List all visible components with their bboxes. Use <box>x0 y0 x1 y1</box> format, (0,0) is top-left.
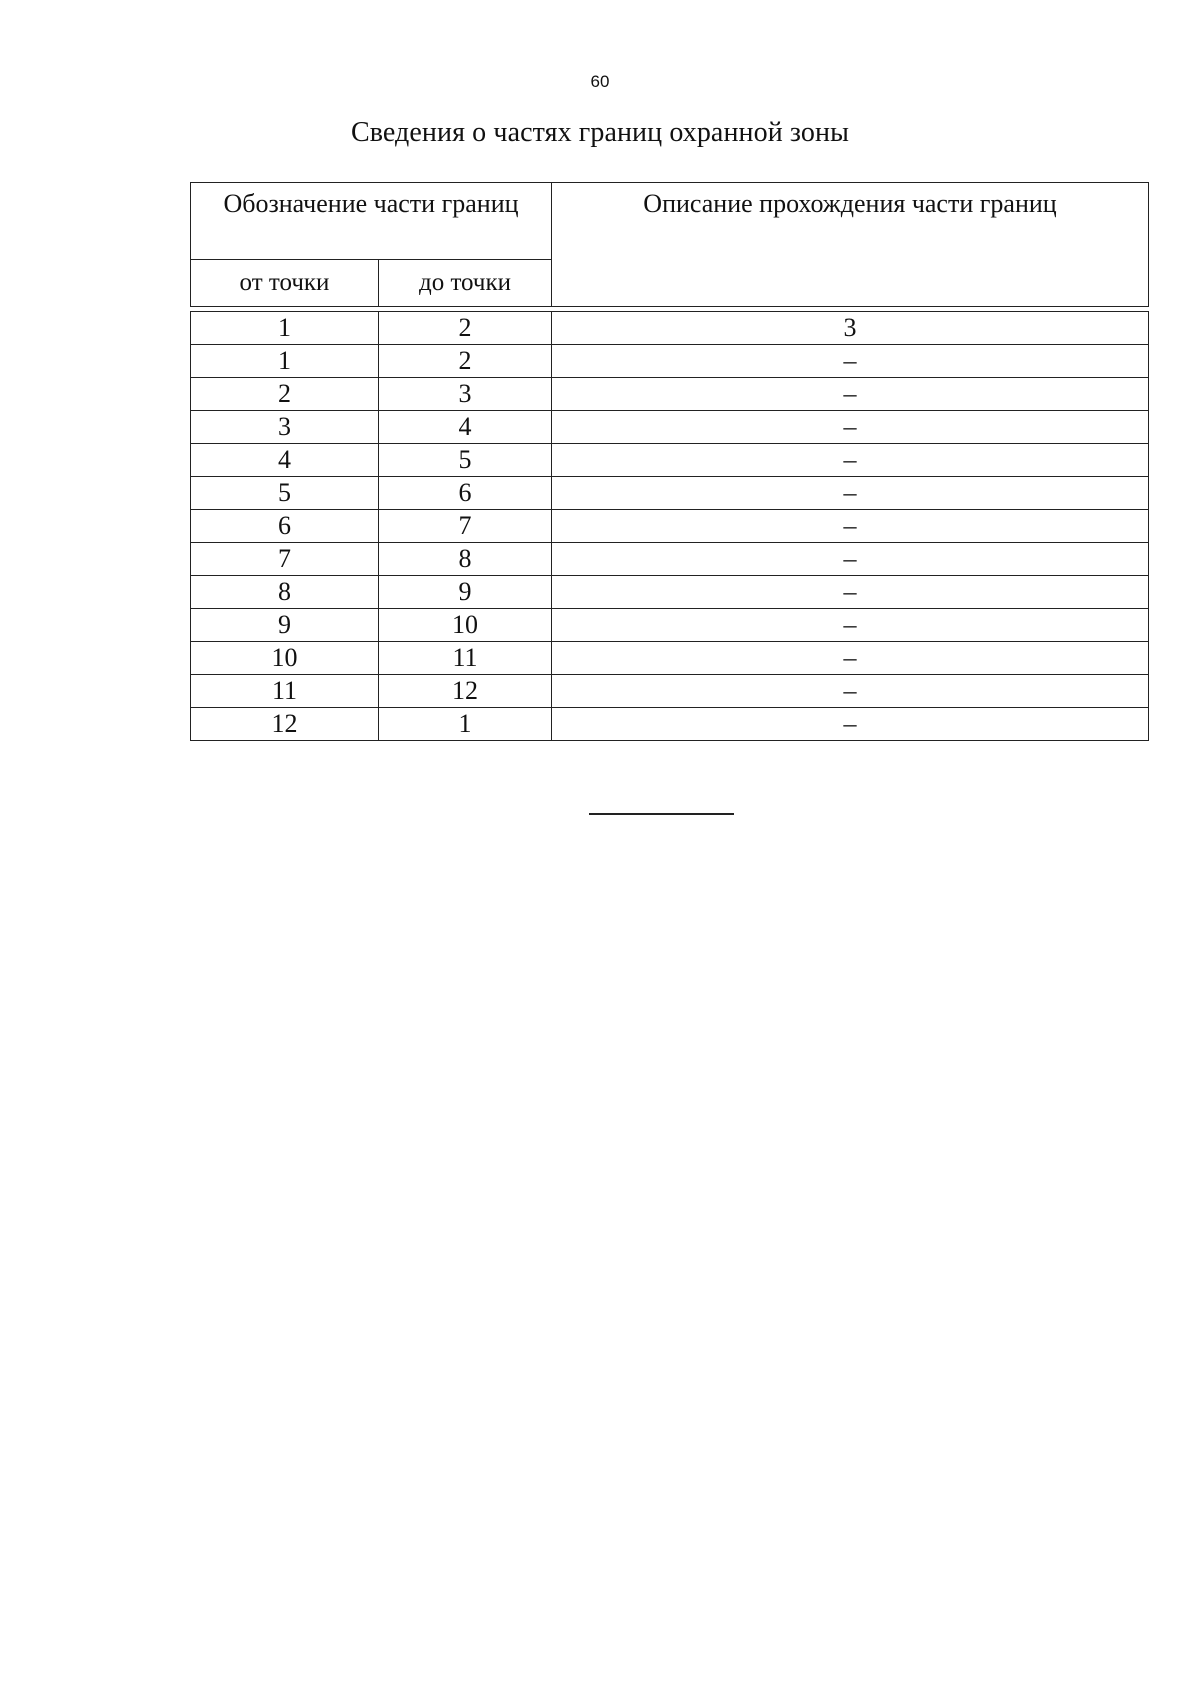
table-row <box>191 642 1149 675</box>
to-point-cell: 6 <box>379 477 552 510</box>
description-cell: – <box>552 576 1149 609</box>
table-body <box>191 307 1149 741</box>
page-title: Сведения о частях границ охранной зоны <box>350 117 850 148</box>
from-point-cell: 8 <box>191 576 379 609</box>
column-number-3: 3 <box>552 312 1149 345</box>
header-from-point: от точки <box>191 260 379 307</box>
from-point-cell: 12 <box>191 708 379 741</box>
description-cell: – <box>552 510 1149 543</box>
description-cell: – <box>552 411 1149 444</box>
boundary-parts-table-container <box>190 182 1148 741</box>
from-point-cell: 9 <box>191 609 379 642</box>
boundary-parts-table <box>190 182 1149 741</box>
description-cell: – <box>552 708 1149 741</box>
table-row <box>191 576 1149 609</box>
from-point-cell: 2 <box>191 378 379 411</box>
table-row <box>191 510 1149 543</box>
from-point-cell: 10 <box>191 642 379 675</box>
from-point-cell: 5 <box>191 477 379 510</box>
column-number-2: 2 <box>379 312 552 345</box>
table-row <box>191 477 1149 510</box>
description-cell: – <box>552 543 1149 576</box>
to-point-cell: 7 <box>379 510 552 543</box>
to-point-cell: 4 <box>379 411 552 444</box>
to-point-cell: 12 <box>379 675 552 708</box>
header-row <box>191 183 1149 260</box>
column-number-1: 1 <box>191 312 379 345</box>
description-cell: – <box>552 378 1149 411</box>
table-row <box>191 708 1149 741</box>
description-cell: – <box>552 345 1149 378</box>
from-point-cell: 11 <box>191 675 379 708</box>
description-cell: – <box>552 675 1149 708</box>
description-cell: – <box>552 642 1149 675</box>
to-point-cell: 10 <box>379 609 552 642</box>
from-point-cell: 3 <box>191 411 379 444</box>
table-row <box>191 609 1149 642</box>
table-row <box>191 345 1149 378</box>
from-point-cell: 7 <box>191 543 379 576</box>
page-number: 60 <box>590 72 610 91</box>
to-point-cell: 9 <box>379 576 552 609</box>
to-point-cell: 1 <box>379 708 552 741</box>
from-point-cell: 4 <box>191 444 379 477</box>
to-point-cell: 8 <box>379 543 552 576</box>
table-row <box>191 411 1149 444</box>
from-point-cell: 1 <box>191 345 379 378</box>
table-row <box>191 675 1149 708</box>
closing-rule <box>589 813 734 815</box>
numbering-row <box>191 312 1149 345</box>
description-cell: – <box>552 609 1149 642</box>
to-point-cell: 3 <box>379 378 552 411</box>
to-point-cell: 5 <box>379 444 552 477</box>
description-cell: – <box>552 444 1149 477</box>
to-point-cell: 11 <box>379 642 552 675</box>
table-row <box>191 543 1149 576</box>
header-boundary-designation: Обозначение части границ <box>191 183 552 260</box>
from-point-cell: 6 <box>191 510 379 543</box>
table-row <box>191 378 1149 411</box>
table-row <box>191 444 1149 477</box>
to-point-cell: 2 <box>379 345 552 378</box>
header-boundary-description: Описание прохождения части границ <box>552 183 1149 307</box>
header-to-point: до точки <box>379 260 552 307</box>
description-cell: – <box>552 477 1149 510</box>
